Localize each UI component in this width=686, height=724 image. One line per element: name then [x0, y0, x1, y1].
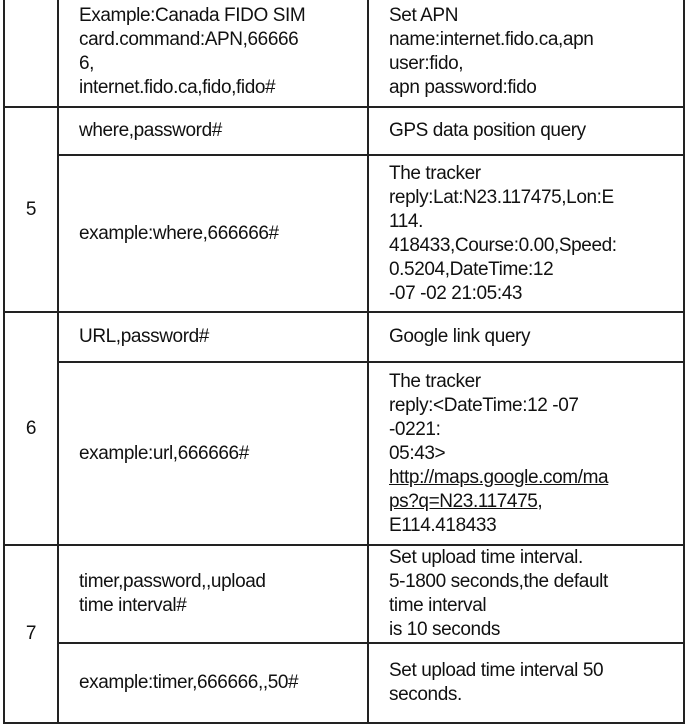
description-text: The tracker reply:<DateTime:12 -07 -0221: 05:43> — [389, 370, 579, 464]
table-row — [4, 643, 684, 723]
table-row — [4, 107, 684, 155]
command-cell: URL,password# — [58, 312, 368, 362]
google-maps-link[interactable]: http://maps.google.com/ma ps?q=N23.117475 — [389, 466, 609, 512]
command-cell: example:where,666666# — [58, 155, 368, 312]
description-text: , E114.418433 — [389, 490, 543, 536]
row-number: 6 — [4, 312, 58, 545]
description-cell: The tracker reply:Lat:N23.117475,Lon:E 114. 418433,Course:0.00,Speed: 0.5204,DateTime:12 -07 -02 21:05:43 — [368, 155, 684, 312]
command-cell: Example:Canada FIDO SIM card.command:APN,66666 6, internet.fido.ca,fido,fido# — [58, 0, 368, 107]
table-row — [4, 0, 684, 107]
command-table — [3, 0, 685, 724]
table-row — [4, 155, 684, 312]
description-cell: GPS data position query — [368, 107, 684, 155]
row-number: 5 — [4, 107, 58, 312]
row-number: 7 — [4, 545, 58, 723]
command-cell: where,password# — [58, 107, 368, 155]
row-number — [4, 0, 58, 107]
table-row — [4, 545, 684, 643]
table-row — [4, 362, 684, 545]
command-cell: example:timer,666666,,50# — [58, 643, 368, 723]
table-row — [4, 312, 684, 362]
command-cell: example:url,666666# — [58, 362, 368, 545]
description-cell: Set upload time interval. 5-1800 seconds,the default time interval is 10 seconds — [368, 545, 684, 643]
description-cell: Set upload time interval 50 seconds. — [368, 643, 684, 723]
description-cell: Google link query — [368, 312, 684, 362]
description-cell — [368, 362, 684, 545]
description-cell: Set APN name:internet.fido.ca,apn user:fido, apn password:fido — [368, 0, 684, 107]
command-cell: timer,password,,upload time interval# — [58, 545, 368, 643]
